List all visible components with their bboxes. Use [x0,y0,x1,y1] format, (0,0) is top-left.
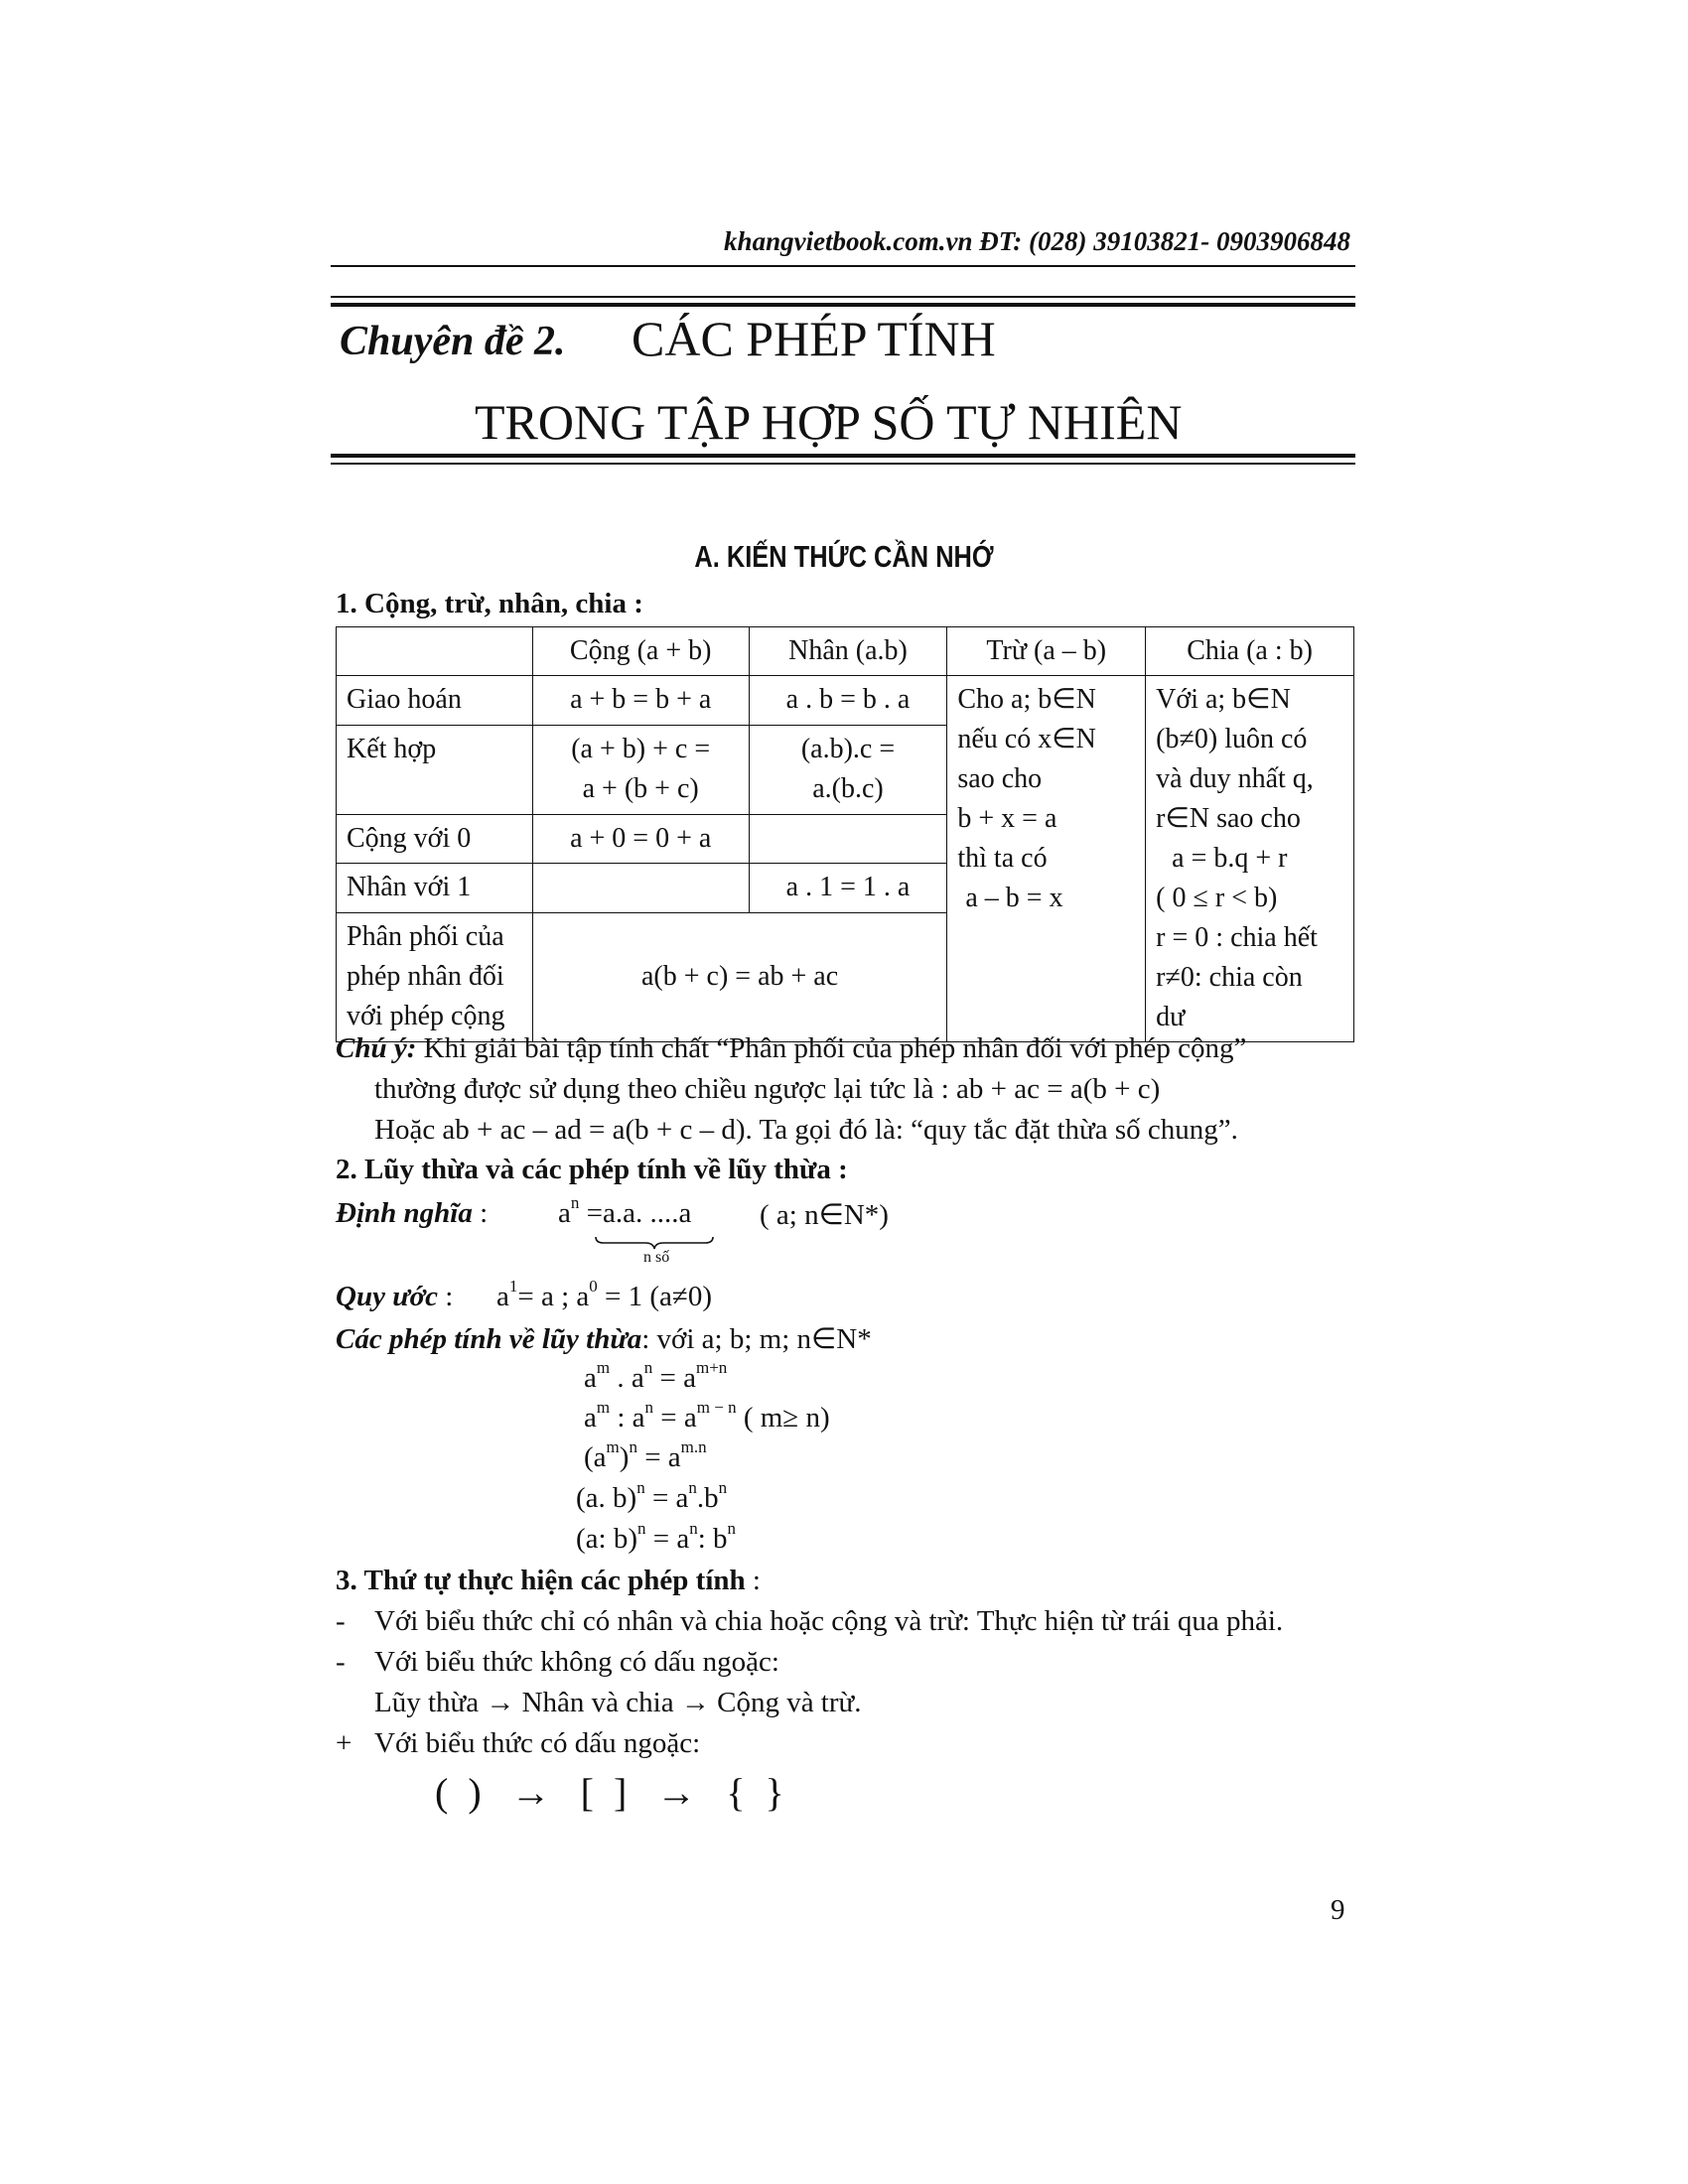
cell-giao-hoan-cong: a + b = b + a [532,676,749,726]
f-exp: n [643,1358,653,1377]
f-exp: n [637,1519,646,1538]
header-tru: Trừ (a – b) [947,627,1146,676]
bullet-mark: - [336,1646,346,1678]
chapter-top-thick-rule [331,303,1355,307]
cell-ket-hop-cong [532,725,749,814]
cell-giao-hoan-nhan: a . b = b . a [749,676,947,726]
f-exp: m [596,1358,611,1377]
section-1-heading: 1. Cộng, trừ, nhân, chia : [336,588,643,619]
tru-line: sao cho [957,763,1043,794]
f-exp: m − n [696,1398,737,1417]
definition-formula [558,1193,692,1230]
bullet-2-text: Với biểu thức không có dấu ngoặc: [374,1646,779,1678]
f-part: = a [636,1441,681,1473]
cell-phan-phoi-formula: a(b + c) = ab + ac [532,912,947,1041]
chia-line: ( 0 ≤ r < b) [1156,883,1278,913]
note-line2: thường được sử dụng theo chiều ngược lại tức là : ab + ac = a(b + c) [374,1073,1161,1105]
def-base: a [558,1197,571,1229]
cell-ket-hop-nhan [749,725,947,814]
f-part: a [584,1402,597,1433]
phan-phoi-label-line: Phân phối của [347,920,504,952]
table-header-row [337,627,1354,676]
f-exp: n [629,1437,637,1456]
f-part: (a: b) [576,1523,637,1555]
chia-line: r = 0 : chia hết [1156,922,1318,953]
conv-eq: = 1 (a≠0) [597,1281,713,1312]
chia-line: (b≠0) luôn có [1156,724,1308,754]
ket-hop-nhan-line: (a.b).c = [800,733,896,764]
bullet-mark: + [336,1727,352,1759]
f-part: : b [697,1523,728,1555]
f-exp: m.n [680,1437,707,1456]
convention-line [336,1281,453,1313]
f-exp: m [606,1437,620,1456]
bracket-order: ( ) → [ ] → { } [435,1770,784,1815]
cell-empty [532,864,749,913]
operations-condition: : với a; b; m; n∈N* [641,1323,872,1355]
section-3-heading-line [336,1565,761,1597]
f-cond: ( m≥ n) [736,1402,830,1433]
chapter-top-thin-rule [331,296,1355,298]
def-equals: = [579,1197,603,1229]
f-exp: n [644,1398,654,1417]
table-row [337,676,1354,726]
f-part: = a [653,1402,697,1433]
header-nhan: Nhân (a.b) [749,627,947,676]
header-chia: Chia (a : b) [1146,627,1354,676]
bullet-mark: - [336,1605,346,1637]
header-rule [331,265,1355,267]
phan-phoi-label-line: với phép cộng [347,1000,505,1031]
tru-line: Cho a; b∈N [957,684,1096,715]
bullet-3-text: Với biểu thức có dấu ngoặc: [374,1727,701,1759]
conv-base: a [496,1281,509,1312]
f-exp: n [718,1478,728,1497]
definition-condition: ( a; n∈N*) [760,1199,889,1231]
operations-label: Các phép tính về lũy thừa [336,1323,642,1355]
f-part: (a [584,1441,607,1473]
power-rule-4 [576,1478,728,1515]
ket-hop-cong-line: (a + b) + c = [571,733,711,764]
conv-base: a [576,1281,590,1312]
section-2-heading: 2. Lũy thừa và các phép tính về lũy thừa : [336,1154,848,1185]
def-exponent: n [570,1193,580,1212]
convention-formula [496,1277,713,1313]
tru-line: b + x = a [957,803,1057,834]
f-part: ) [619,1441,630,1473]
section-3-heading: 3. Thứ tự thực hiện các phép tính [336,1565,746,1596]
def-product: a.a. ....a [602,1197,692,1229]
chia-line: Với a; b∈N [1156,684,1291,715]
f-exp: m+n [695,1358,728,1377]
note-line3: Hoặc ab + ac – ad = a(b + c – d). Ta gọi đó là: “quy tắc đặt thừa số chung”. [374,1114,1238,1146]
f-part: : a [610,1402,645,1433]
cell-empty [749,814,947,864]
definition-colon: : [472,1197,489,1229]
chapter-label: Chuyên đề 2. [340,319,566,364]
chia-line: a = b.q + r [1172,843,1288,874]
cell-tru-definition [947,676,1146,1042]
section-3-colon: : [745,1565,761,1596]
page-number: 9 [1331,1894,1345,1926]
conv-eq: = a ; [517,1281,577,1312]
underbrace-label: n số [643,1249,670,1266]
properties-table [336,626,1354,1042]
f-exp: m [596,1398,611,1417]
f-exp: n [688,1478,697,1497]
convention-colon: : [438,1281,454,1312]
row-label-giao-hoan: Giao hoán [337,676,533,726]
f-part: (a. b) [576,1482,637,1514]
row-label-nhan-voi-1: Nhân với 1 [337,864,533,913]
conv-exp: 1 [508,1277,518,1296]
chia-line: r≠0: chia còn [1156,962,1303,993]
f-part: = a [645,1523,690,1555]
cell-chia-definition [1146,676,1354,1042]
power-rule-2 [584,1398,830,1434]
tru-line: nếu có x∈N [957,724,1096,754]
convention-label: Quy ước [336,1281,439,1312]
phan-phoi-label-line: phép nhân đối [347,960,504,992]
chapter-title-line1: CÁC PHÉP TÍNH [632,311,996,366]
chia-line: r∈N sao cho [1156,803,1301,834]
f-part: = a [652,1362,696,1394]
page-header: khangvietbook.com.vn ĐT: (028) 39103821- 0903906848 [724,226,1350,256]
chapter-bottom-thick-rule [331,454,1355,458]
operations-line [336,1321,872,1356]
f-part: a [584,1362,597,1394]
note-text: Khi giải bài tập tính chất “Phân phối của phép nhân đối với phép cộng” [416,1032,1247,1064]
row-label-cong-voi-0: Cộng với 0 [337,814,533,864]
ket-hop-nhan-line: a.(b.c) [812,772,884,804]
definition-line [336,1197,488,1230]
note-line1 [336,1032,1358,1065]
chapter-bottom-thin-rule [331,463,1355,465]
f-part: .b [696,1482,719,1514]
conv-exp: 0 [589,1277,598,1296]
power-rule-5 [576,1519,737,1556]
row-label-ket-hop: Kết hợp [337,725,533,814]
row-label-phan-phoi [337,912,533,1041]
chia-line: dư [1156,1002,1186,1032]
power-rule-3 [584,1437,707,1474]
bullet-2-sub: Lũy thừa → Nhân và chia → Cộng và trừ. [374,1687,862,1718]
definition-label: Định nghĩa [336,1197,473,1229]
f-exp: n [689,1519,698,1538]
f-exp: n [727,1519,737,1538]
table-corner-cell [337,627,533,676]
section-heading: A. KIẾN THỨC CẦN NHỚ [694,539,994,574]
cell-nhan-voi-1: a . 1 = 1 . a [749,864,947,913]
header-cong: Cộng (a + b) [532,627,749,676]
tru-line: thì ta có [957,843,1048,874]
chapter-title-line2: TRONG TẬP HỢP SỐ TỰ NHIÊN [475,394,1183,450]
f-exp: n [636,1478,645,1497]
cell-cong-voi-0: a + 0 = 0 + a [532,814,749,864]
f-part: . a [610,1362,644,1394]
power-rule-1 [584,1358,728,1395]
tru-line: a – b = x [965,883,1063,913]
ket-hop-cong-line: a + (b + c) [582,772,699,804]
bullet-1-text: Với biểu thức chỉ có nhân và chia hoặc cộng và trừ: Thực hiện từ trái qua phải. [374,1605,1284,1637]
chia-line: và duy nhất q, [1156,763,1314,794]
note-label: Chú ý: [336,1032,417,1064]
f-part: = a [644,1482,689,1514]
